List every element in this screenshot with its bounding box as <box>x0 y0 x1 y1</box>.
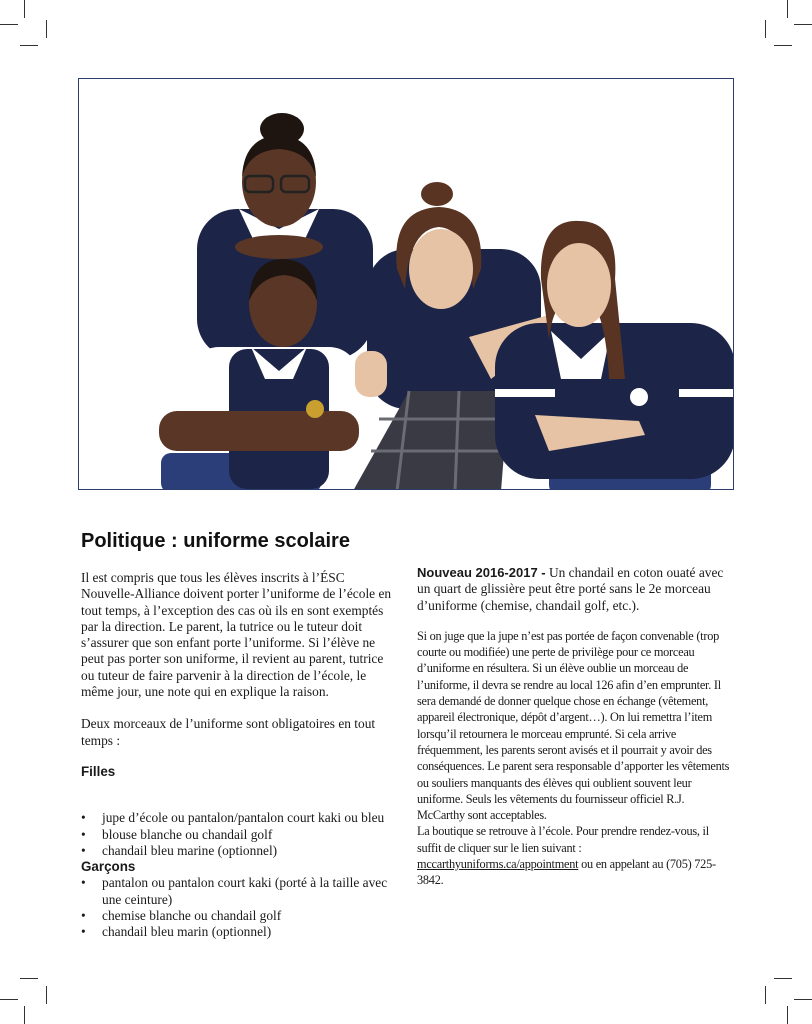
crop-mark <box>0 24 18 25</box>
crop-mark <box>46 986 47 1004</box>
boys-heading: Garçons <box>81 859 136 875</box>
students-photo <box>78 78 734 490</box>
list-item: • pantalon ou pantalon court kaki (porté à la taille avec une ceinture) <box>102 875 393 908</box>
crop-mark <box>787 0 788 18</box>
right-column <box>417 565 735 889</box>
boys-list <box>81 875 393 940</box>
list-item: • blouse blanche ou chandail golf <box>102 827 393 843</box>
intro-paragraph: Il est compris que tous les élèves inscrits à l’ÉSC Nouvelle-Alliance doivent porter l’uniforme de l’école en tout temps, à l’exception des cas où ils en sont exemptés par la direction. Le parent, la tutrice ou le tuteur doit s’assurer que son enfant porte l’uniforme. Si l’élève ne peut pas porter son uniforme, il revient au parent, tutrice ou tuteur de faire parvenir à la direction de l’école, le même jour, une note qui en explique la raison. <box>81 570 392 700</box>
boutique-paragraph <box>417 823 735 888</box>
girls-list <box>81 810 393 859</box>
crop-mark <box>774 45 792 46</box>
new-policy-paragraph <box>417 565 735 614</box>
crop-mark <box>765 986 766 1004</box>
list-item: • jupe d’école ou pantalon/pantalon court kaki ou bleu <box>102 810 393 826</box>
crop-mark <box>794 24 812 25</box>
girls-heading: Filles <box>81 763 116 779</box>
crop-mark <box>794 999 812 1000</box>
crop-mark <box>24 1006 25 1024</box>
crop-mark <box>46 20 47 38</box>
crop-mark <box>0 999 18 1000</box>
list-item: • chandail bleu marine (optionnel) <box>102 843 393 859</box>
student-4 <box>495 221 734 479</box>
mandatory-pieces-text: Deux morceaux de l’uniforme sont obligatoires en tout temps : <box>81 716 376 748</box>
crop-mark <box>20 978 38 979</box>
crop-mark <box>24 0 25 18</box>
appointment-link[interactable]: mccarthyuniforms.ca/appointment <box>417 857 579 872</box>
skirt-policy-paragraph: Si on juge que la jupe n’est pas portée de façon convenable (trop courte ou modifiée) une perte de privilège pour ce morceau d’uniforme en résultera. Si un élève oublie un morceau de l’uniforme, il devra se rendre au local 126 afin d’en emprunter. Il sera demandé de donner quelque chose en échange (vêtement, appareil électronique, dépôt d’argent…). On lui remettra l’item lorsqu’il retournera le morceau emprunté. Si cela arrive fréquemment, les parents seront avisés et il pourrait y avoir des conséquences. Le parent sera responsable d’apporter les vêtements ou souliers manquants des élèves qui oublient souvent leur uniforme. Seuls les vêtements du fournisseur officiel R.J. McCarthy sont acceptables. <box>417 628 730 823</box>
new-policy-lead: Nouveau 2016-2017 - <box>417 565 546 580</box>
crop-mark <box>774 978 792 979</box>
list-item: • chemise blanche ou chandail golf <box>102 908 393 924</box>
crop-mark <box>787 1006 788 1024</box>
page-title: Politique : uniforme scolaire <box>81 530 350 552</box>
new-policy-text: Un chandail en coton ouaté avec un quart de glissière peut être porté sans le 2e morceau d’uniforme (chemise, chandail golf, etc.). <box>417 565 724 613</box>
left-column <box>81 570 393 941</box>
boutique-phone-text: ou en appelant au (705) 725-3842. <box>417 857 716 888</box>
boutique-text: La boutique se retrouve à l’école. Pour prendre rendez-vous, il suffit de cliquer sur le lien suivant : <box>417 824 709 855</box>
crop-mark <box>765 20 766 38</box>
crop-mark <box>20 45 38 46</box>
list-item: • chandail bleu marin (optionnel) <box>102 924 393 940</box>
